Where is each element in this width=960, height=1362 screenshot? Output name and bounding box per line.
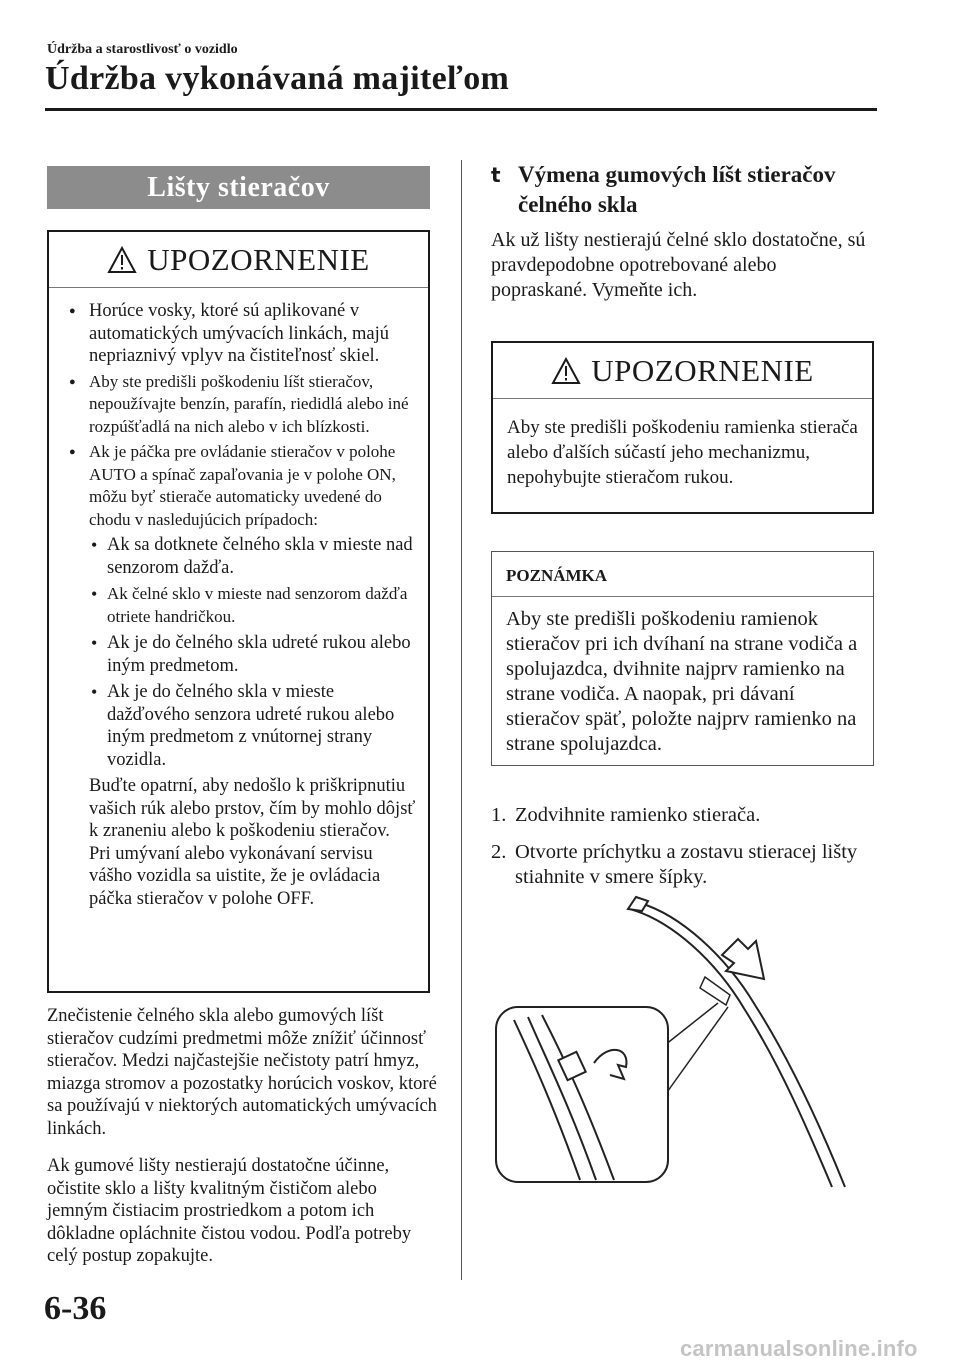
note-title: POZNÁMKA [492,552,873,597]
warning-box-left [47,230,430,993]
warning-body: Aby ste predišli poškodeniu ramienka stierača alebo ďalších súčastí jeho mechanizmu, nepohybujte stieračom rukou. [507,417,858,488]
step-text: Zodvihnite ramienko stierača. [515,804,761,826]
section-banner: Lišty stieračov [47,166,430,209]
subsection-heading [491,160,881,220]
warning-triangle-icon [107,246,137,274]
body-paragraph: Ak gumové lišty nestierajú dostatočne účinne, očistite sklo a lišty kvalitným čističom alebo jemným čistiacim prostriedkom a potom ich dôkladne opláchnite čistou vodou. Podľa potreby celý postup zopakujte. [47,1156,412,1266]
note-body: Aby ste predišli poškodeniu ramienok stieračov pri ich dvíhaní na strane vodiča a spolujazdca, dvihnite najprv ramienko na strane vodiča. A naopak, pri dávaní stieračov späť, položte najprv ramienko na strane spolujazdca. [506,608,858,755]
warning-sub-bullet: • Ak sa dotknete čelného skla v mieste nad senzorom dažďa. [67,534,416,579]
breadcrumb: Údržba a starostlivosť o vozidlo [47,42,238,57]
warning-box-right [491,341,874,514]
column-divider [461,160,462,1280]
warning-title: UPOZORNENIE [591,352,814,388]
wiper-blade-illustration [490,895,890,1190]
warning-header [49,232,428,288]
heading-marker: t [491,163,501,187]
warning-bullet: ● Ak je páčka pre ovládanie stieračov v polohe AUTO a spínač zapaľovania je v polohe ON, môžu byť stierače automaticky uvedené do chodu v nasledujúcich prípadoch: [67,441,416,531]
step-item [491,803,881,828]
detail-magnifier [496,1007,668,1182]
title-divider [45,108,877,111]
warning-header [493,343,872,399]
warning-triangle-icon [551,357,581,385]
step-text: Otvorte príchytku a zostavu stieracej lišty stiahnite v smere šípky. [515,841,858,888]
body-paragraph: Znečistenie čelného skla alebo gumových líšt stieračov cudzími predmetmi môže znížiť účinnosť stieračov. Medzi najčastejšie nečistoty patrí hmyz, miazga stromov a pozostatky horúcich voskov, ktoré sa používajú v niektorých automatických umývacích linkách. [47,1006,437,1139]
warning-sub-bullet: • Ak je do čelného skla udreté rukou alebo iným predmetom. [67,632,416,677]
steps-list [491,803,881,902]
intro-paragraph: Ak už lišty nestierajú čelné sklo dostatočne, sú pravdepodobne opotrebované alebo popraskané. Vymeňte ich. [491,229,866,301]
subsection-heading-text: Výmena gumových líšt stieračov čelného skla [518,162,836,217]
arrow-icon [722,939,764,979]
warning-body [49,288,428,910]
step-number: 2. [491,841,507,863]
note-box [491,551,874,766]
warning-bullet: ● Aby ste predišli poškodeniu líšt stieračov, nepoužívajte benzín, parafín, riedidlá alebo iné rozpúšťadlá na nich alebo v ich blízkosti. [67,371,416,439]
page-title: Údržba vykonávaná majiteľom [45,60,510,97]
page-number: 6-36 [44,1290,107,1327]
warning-bullet: ● Horúce vosky, ktoré sú aplikované v automatických umývacích linkách, majú nepriaznivý vplyv na čistiteľnosť skiel. [67,300,416,368]
warning-sub-bullet: • Ak čelné sklo v mieste nad senzorom dažďa otriete handričkou. [67,583,416,628]
warning-closing-text: Buďte opatrní, aby nedošlo k priškripnutiu vašich rúk alebo prstov, čím by mohlo dôjsť k zraneniu alebo k poškodeniu stieračov. Pri umývaní alebo vykonávaní servisu vášho vozidla sa uistite, že je ovládacia páčka stieračov v polohe OFF. [89,776,416,909]
watermark: carmanualsonline.info [680,1336,918,1361]
warning-title: UPOZORNENIE [147,241,370,277]
warning-sub-bullet: • Ak je do čelného skla v mieste dažďového senzora udreté rukou alebo iným predmetom z vnútornej strany vozidla. [67,681,416,771]
step-item [491,840,881,890]
step-number: 1. [491,804,507,826]
